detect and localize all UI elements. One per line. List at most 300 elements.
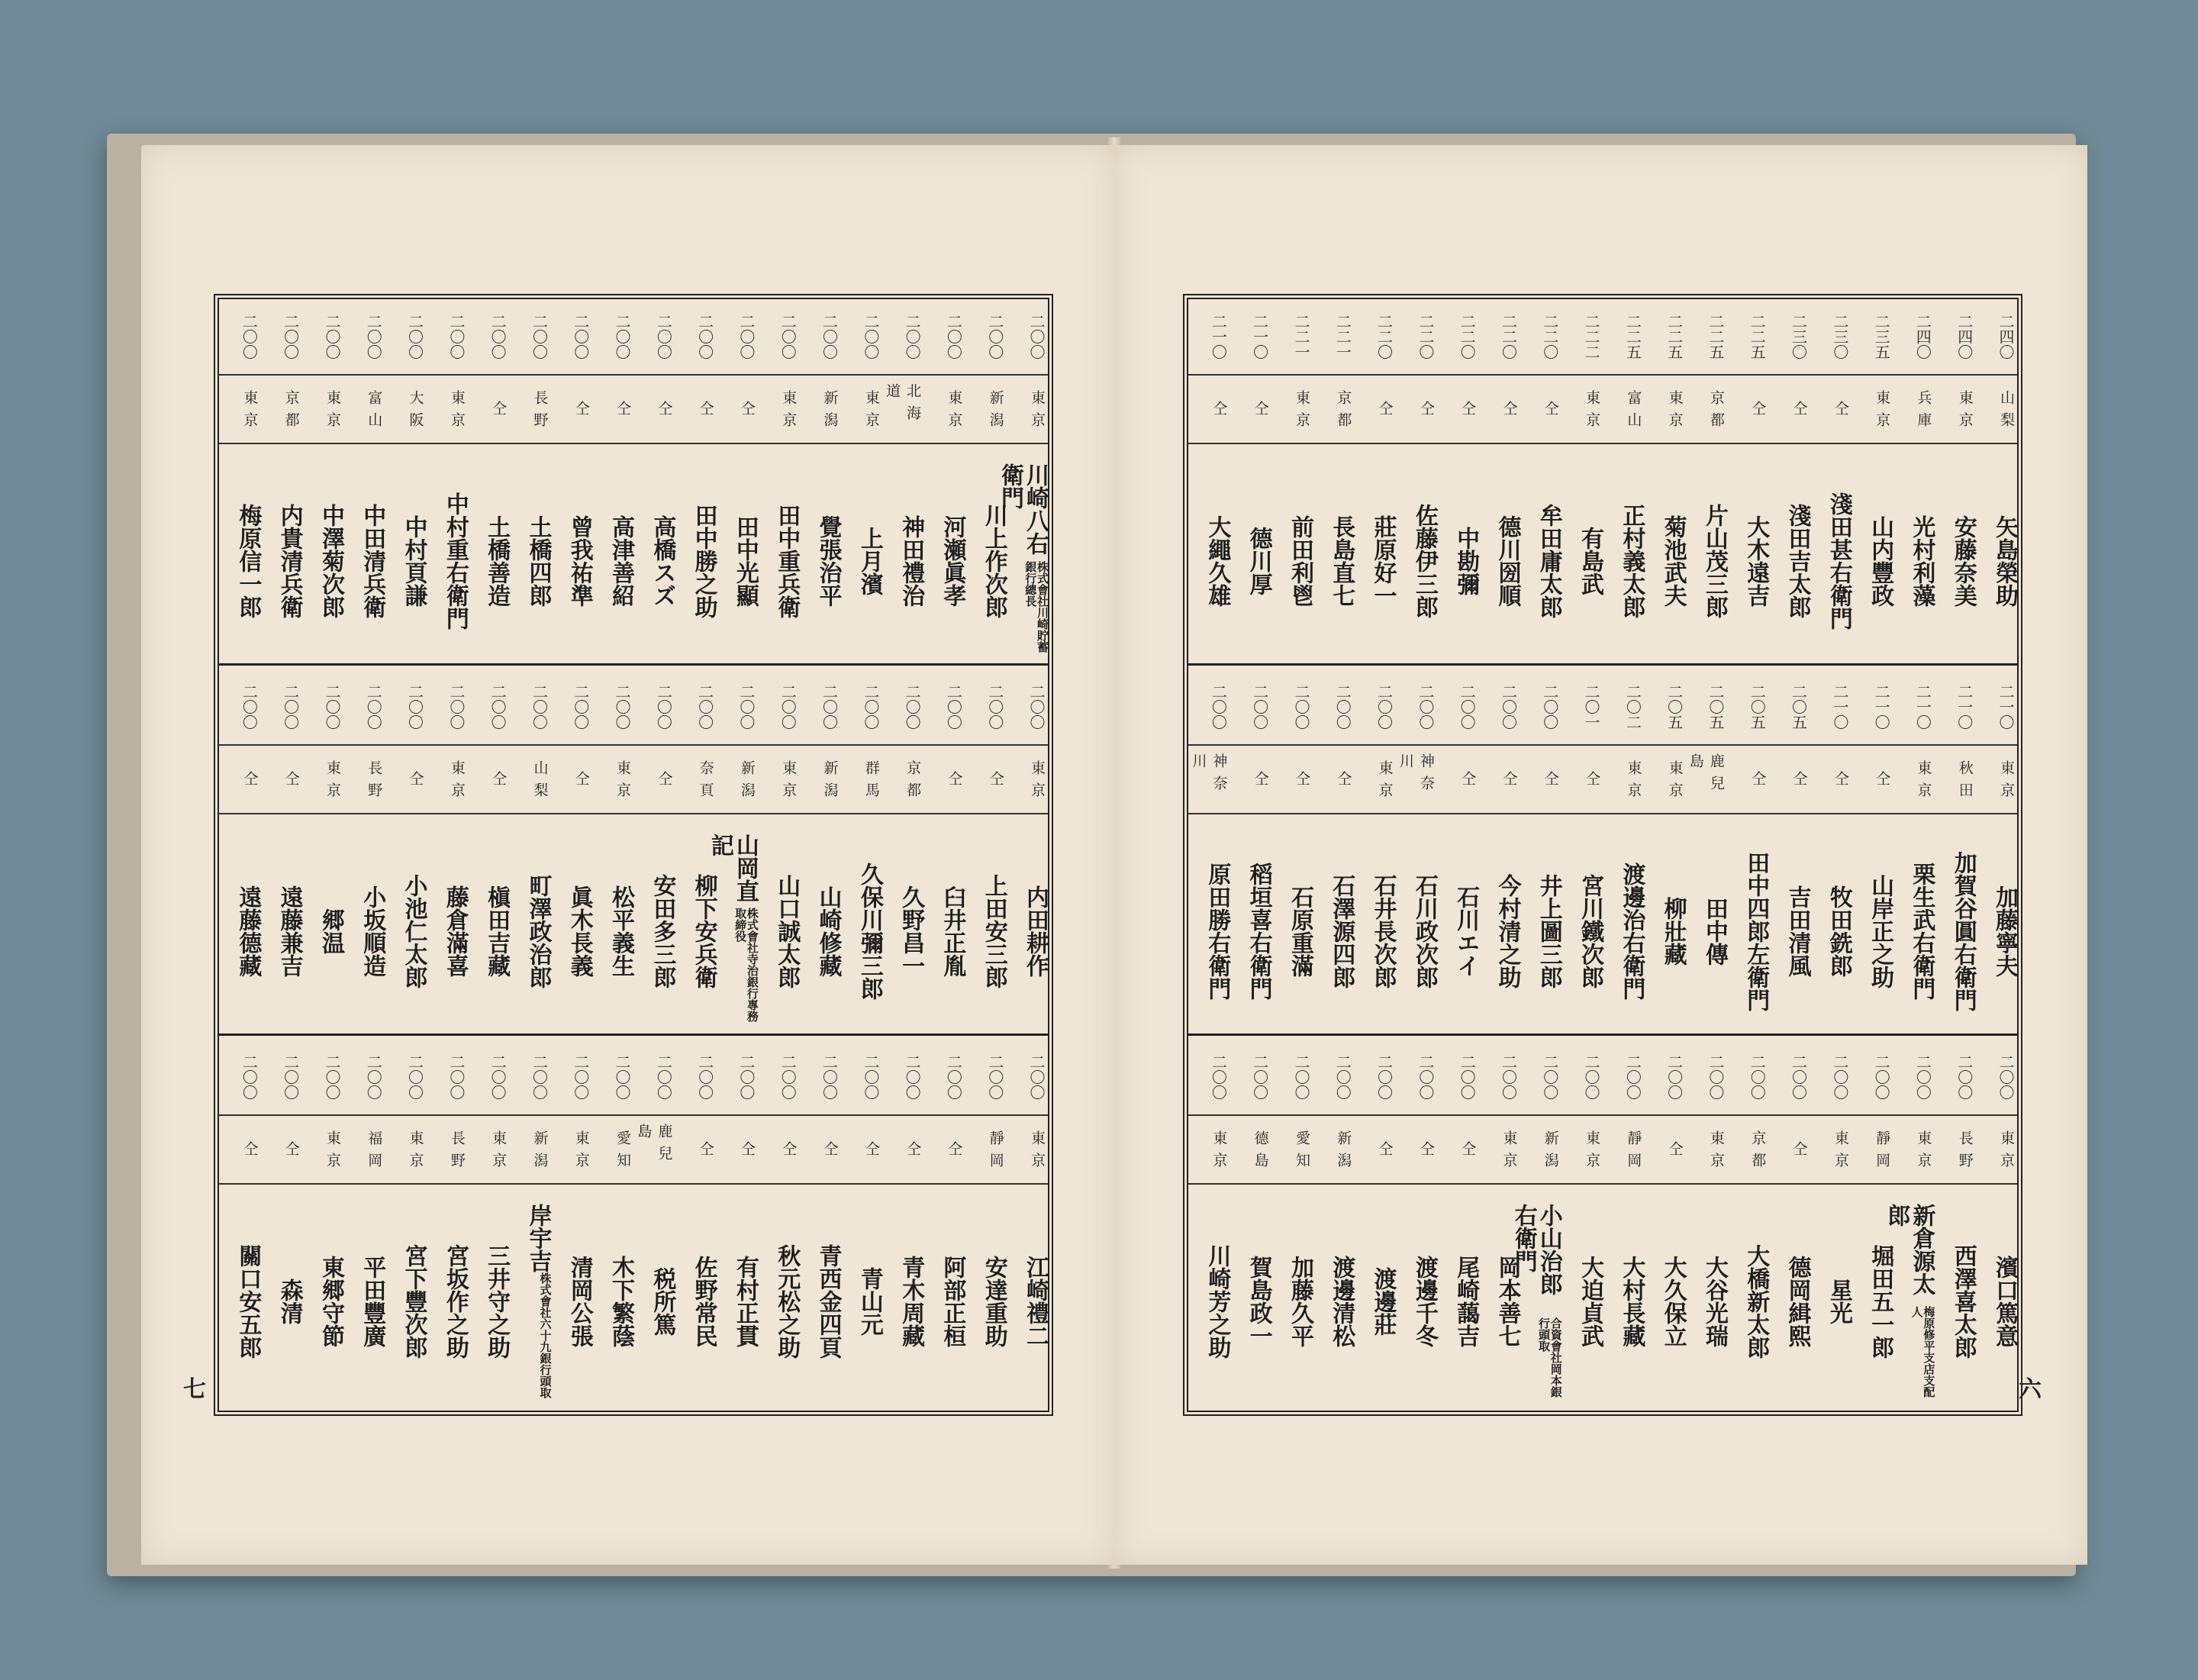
shareholder [633,1204,675,1398]
share-count: 二〇〇 [1830,1053,1849,1100]
shareholder [550,1204,591,1398]
shareholder-name: 山口誠太郎 [773,873,801,988]
register-entry [1768,299,1810,663]
shareholder [1478,463,1520,658]
shareholder-name: 莊原好一 [1369,514,1397,607]
register-entry [1188,1040,1230,1406]
row-rule [1976,813,2017,814]
row-rule [509,813,550,814]
shareholder [633,463,675,658]
share-count: 二二一 [1333,313,1352,360]
row-rule [1852,374,1893,376]
shareholder-name: 稻垣喜右衛門 [1245,862,1272,1000]
prefecture: 東京 [1625,759,1642,805]
row-rule [385,813,426,814]
row-rule [965,1183,1006,1185]
share-count: 二〇〇 [1416,683,1435,730]
prefecture: 兵庫 [1915,389,1932,434]
shareholder [758,1204,799,1398]
shareholder [1313,834,1354,1028]
shareholder-name: 加賀谷圓右衛門 [1949,850,1977,1011]
prefecture: 仝 [1210,401,1228,423]
row-rule [1644,374,1685,376]
row-rule [1686,1114,1727,1116]
prefecture: 仝 [862,1141,880,1163]
share-count: 二〇〇 [405,1053,424,1100]
row-rule [1852,1183,1893,1185]
prefecture: 仝 [490,401,508,423]
share-count: 二〇〇 [695,313,714,360]
register-entry [841,669,882,1033]
shareholder-name: 光村利藻 [1908,514,1935,607]
register-entry [260,669,301,1033]
register-entry [758,299,799,663]
shareholder [1644,463,1685,658]
share-count: 二〇〇 [1027,1053,1046,1100]
share-count: 二〇〇 [861,1053,880,1100]
prefecture: 東京 [1915,759,1932,805]
prefecture: 仝 [946,771,963,793]
prefecture: 新潟 [821,759,839,805]
prefecture: 仝 [1790,1141,1808,1163]
register-entry [1727,1040,1768,1406]
row-rule [385,1183,426,1185]
shareholder [841,463,882,658]
register-entry [468,299,509,663]
row-rule [509,1114,550,1116]
shareholder [219,463,260,658]
row-rule [1852,1114,1893,1116]
share-count: 二二五 [1623,313,1642,360]
row-rule [1520,1114,1561,1116]
row-rule [1934,744,1975,746]
row-rule [1934,1114,1975,1116]
shareholder-name: 中勘彌 [1452,526,1480,595]
row-rule [1934,374,1975,376]
register-entry [965,669,1006,1033]
shareholder-name: 税所篤 [649,1266,676,1336]
register-entry [633,669,675,1033]
register-entry [1313,669,1354,1033]
register-band [219,299,1048,666]
shareholder-name: 中村頁謙 [400,514,427,607]
shareholder [1852,834,1893,1028]
shareholder-name: 神田禮治 [898,514,925,607]
register-entry [706,669,759,1033]
prefecture: 仝 [1790,401,1808,423]
register-entry [717,299,758,663]
prefecture: 東京 [448,389,466,434]
share-count: 二〇〇 [530,1053,549,1100]
row-rule [1603,744,1644,746]
shareholder [1188,1204,1230,1398]
register-entry [1976,299,2017,663]
shareholder [509,463,550,658]
shareholder-name: 淺田甚右衛門 [1825,492,1852,630]
row-rule [675,1114,716,1116]
row-rule [882,1183,923,1185]
shareholder-name: 栗生武右衛門 [1908,862,1935,1000]
share-count: 二〇〇 [1209,1053,1228,1100]
register-entry [1561,669,1603,1033]
register-entry [1230,299,1271,663]
share-count: 二〇〇 [1955,1053,1974,1100]
row-rule [923,1114,965,1116]
prefecture: 東京 [780,389,798,434]
shareholder-name: 高橋スズ [649,514,676,607]
shareholder-name: 德川厚 [1245,526,1272,595]
row-rule [302,813,343,814]
register-entry [1976,1040,2017,1406]
row-rule [1188,744,1230,746]
shareholder [1644,1204,1685,1398]
prefecture: 東京 [324,759,341,805]
shareholder [799,463,840,658]
shareholder [1768,1204,1810,1398]
prefecture: 長野 [531,389,549,434]
share-count: 二〇〇 [1291,683,1310,730]
row-rule [675,374,716,376]
row-rule [1976,374,2017,376]
shareholder [219,834,260,1028]
share-count: 二〇五 [1748,683,1767,730]
shareholder [1230,463,1271,658]
row-rule [1727,1114,1768,1116]
row-rule [1230,744,1271,746]
shareholder-name: 久保川彌三郎 [856,862,883,1000]
shareholder [468,463,509,658]
share-count: 二二五 [1706,313,1725,360]
row-rule [717,744,758,746]
prefecture: 仝 [821,1141,839,1163]
prefecture: 東京 [324,1130,341,1175]
shareholder [706,834,759,1028]
row-rule [343,374,385,376]
register-entry [1934,299,1975,663]
prefecture: 仝 [738,1141,756,1163]
shareholder [1271,463,1313,658]
register-entry [1934,1040,1975,1406]
share-count: 二〇〇 [736,313,756,360]
share-count: 二一〇 [1209,313,1228,360]
row-rule [1520,1183,1561,1185]
register-entry [1603,299,1644,663]
shareholder-name: 大久保立 [1659,1255,1687,1347]
share-count: 二〇〇 [1333,683,1352,730]
shareholder [965,834,1006,1028]
shareholder-name: 平田豐廣 [359,1255,386,1347]
row-rule [1188,443,1230,444]
row-rule [1354,1183,1395,1185]
shareholder [1313,463,1354,658]
register-entry [717,1040,758,1406]
share-count: 二二二 [1582,313,1601,360]
shareholder [1007,1204,1048,1398]
row-rule [302,443,343,444]
shareholder-name: 宮下豐次郎 [400,1243,427,1359]
shareholder [923,463,965,658]
row-rule [633,744,675,746]
prefecture: 東京 [1210,1130,1228,1175]
row-rule [219,813,260,814]
row-rule [1437,1114,1478,1116]
prefecture: 富山 [366,389,383,434]
share-count: 二一〇 [1250,313,1269,360]
row-rule [1007,374,1048,376]
register-entry [1561,1040,1603,1406]
prefecture: 仝 [241,1141,259,1163]
share-count: 二〇〇 [613,683,632,730]
share-count: 二〇〇 [488,1053,508,1100]
row-rule [1893,744,1934,746]
row-rule [1852,813,1893,814]
shareholder-name: 小坂順造 [359,885,386,977]
register-entry [965,299,1006,663]
register-entry [1603,669,1644,1033]
row-rule [1478,443,1520,444]
shareholder-title: 梅原修平支店支配人 [1910,1306,1936,1398]
register-entry [1271,299,1313,663]
register-entry [1727,669,1768,1033]
shareholder [1893,834,1934,1028]
register-entry [1810,669,1852,1033]
share-count: 二〇〇 [530,683,549,730]
left-page-frame [214,294,1053,1416]
shareholder-name: 青山元 [856,1266,883,1336]
shareholder-name: 田中勝之助 [690,503,717,618]
row-rule [758,374,799,376]
shareholder-name: 濱口篤意 [1991,1255,2018,1347]
row-rule [675,744,716,746]
row-rule [758,1183,799,1185]
row-rule [385,443,426,444]
share-count: 二一〇 [1997,683,2015,730]
shareholder-name: 加藤寧夫 [1991,885,2018,977]
row-rule [1188,374,1230,376]
row-rule [427,374,468,376]
row-rule [1313,1114,1354,1116]
shareholder-name: 石澤源四郎 [1328,873,1355,988]
share-count: 二二〇 [1458,313,1477,360]
row-rule [1271,813,1313,814]
row-rule [1768,374,1810,376]
shareholder-name: 安田多三郎 [649,873,676,988]
row-rule [1768,813,1810,814]
row-rule [1271,443,1313,444]
prefecture: 東京 [1293,389,1310,434]
shareholder [1810,463,1852,658]
register-band [219,1040,1048,1406]
row-rule [923,813,965,814]
prefecture: 仝 [572,401,590,423]
register-entry [1313,299,1354,663]
shareholder-name: 高津善紹 [608,514,635,607]
row-rule [1478,1183,1520,1185]
row-rule [1396,1114,1437,1116]
share-count: 二〇〇 [654,1053,673,1100]
share-count: 二〇〇 [1333,1053,1352,1100]
shareholder [997,463,1049,658]
shareholder-name: 片山茂三郎 [1700,503,1728,618]
share-count: 二〇〇 [1706,1053,1725,1100]
share-count: 二二一 [1291,313,1310,360]
register-entry [1188,299,1230,663]
row-rule [550,813,591,814]
shareholder-title: 合資會社岡本銀行頭取 [1536,1317,1563,1398]
row-rule [1727,443,1768,444]
share-count: 二〇〇 [240,313,259,360]
shareholder [882,1204,923,1398]
register-entry [343,1040,385,1406]
shareholder [1603,463,1644,658]
register-entry [1934,669,1975,1033]
share-count: 二〇〇 [281,1053,300,1100]
row-rule [1478,813,1520,814]
register-entry [385,1040,426,1406]
register-entry [1510,1040,1563,1406]
shareholder-name: 中村重右衛門 [441,492,469,630]
share-count: 二〇〇 [1416,1053,1435,1100]
register-entry [219,299,260,663]
register-entry [1686,299,1727,663]
share-count: 二〇〇 [571,1053,590,1100]
shareholder-name: 秋元松之助 [773,1243,801,1359]
share-count: 二二五 [1748,313,1767,360]
shareholder-name: 井上圖三郎 [1535,873,1562,988]
shareholder [1852,463,1893,658]
row-rule [1893,1183,1934,1185]
row-rule [260,1183,301,1185]
register-entry [592,1040,633,1406]
row-rule [1644,1114,1685,1116]
register-entry [260,299,301,663]
shareholder-name: 土橋善造 [483,514,511,607]
shareholder-name: 渡邊治右衛門 [1618,862,1645,1000]
shareholder-name: 大橋新太郎 [1742,1243,1770,1359]
row-rule [592,1114,633,1116]
shareholder [1883,1204,1936,1398]
register-entry [1478,669,1520,1033]
share-count: 二〇〇 [322,313,341,360]
shareholder-name: 田中光顯 [731,514,759,607]
shareholder-name: 石川エイ [1452,885,1480,977]
row-rule [1768,1183,1810,1185]
register-entry [1768,669,1810,1033]
row-rule [1603,443,1644,444]
share-count: 二〇〇 [820,683,839,730]
shareholder-name: 清岡公張 [566,1255,593,1347]
row-rule [923,443,965,444]
shareholder-name: 尾崎藹吉 [1452,1255,1480,1347]
row-rule [592,374,633,376]
share-count: 二〇〇 [364,313,383,360]
share-count: 二〇〇 [985,683,1004,730]
right-page [1114,145,2087,1565]
prefecture: 仝 [572,771,590,793]
row-rule [1810,1183,1852,1185]
row-rule [1561,813,1603,814]
row-rule [343,443,385,444]
shareholder-name: 渡邊莊 [1369,1266,1397,1336]
shareholder [882,463,923,658]
shareholder-name: 梅原信一郎 [234,503,262,618]
share-count: 二〇〇 [654,683,673,730]
row-rule [799,374,840,376]
share-count: 二〇〇 [985,1053,1004,1100]
shareholder-name: 山岡直記 [706,834,759,902]
share-count: 二〇〇 [944,683,963,730]
shareholder-name: 町澤政治郎 [524,873,552,988]
row-rule [1313,443,1354,444]
prefecture: 東京 [407,1130,424,1175]
share-count: 二〇〇 [1375,683,1394,730]
prefecture: 仝 [904,1141,922,1163]
row-rule [343,1183,385,1185]
share-count: 二四〇 [1955,313,1974,360]
shareholder [343,834,385,1028]
shareholder [923,1204,965,1398]
row-rule [841,443,882,444]
register-entry [219,1040,260,1406]
shareholder [841,1204,882,1398]
shareholder-name: 内貴清兵衛 [276,503,303,618]
row-rule [1007,443,1048,444]
prefecture: 仝 [1459,1141,1477,1163]
shareholder-name: 前田利鬯 [1286,514,1313,607]
shareholder [1478,834,1520,1028]
row-rule [1396,443,1437,444]
row-rule [1007,1183,1048,1185]
shareholder-name: 石川政次郎 [1410,873,1438,988]
row-rule [1313,813,1354,814]
prefecture: 愛知 [1293,1130,1310,1175]
shareholder [1520,834,1561,1028]
register-entry [1852,1040,1893,1406]
row-rule [882,374,923,376]
prefecture: 仝 [738,401,756,423]
shareholder [1561,834,1603,1028]
shareholder-name: 河瀬眞孝 [939,514,966,607]
prefecture: 秋田 [1956,759,1974,805]
shareholder [260,463,301,658]
prefecture: 東京 [1956,389,1974,434]
register-entry [1976,669,2017,1033]
row-rule [1230,813,1271,814]
share-count: 二二〇 [1499,313,1518,360]
shareholder [1271,834,1313,1028]
shareholder [1934,834,1975,1028]
register-entry [841,1040,882,1406]
share-count: 二〇〇 [240,1053,259,1100]
shareholder [841,834,882,1028]
shareholder-name: 森清 [276,1278,303,1324]
prefecture: 東京 [862,389,880,434]
shareholder-name: 小池仁太郎 [400,873,427,988]
prefecture: 仝 [697,1141,714,1163]
shareholder-name: 遠藤兼吉 [276,885,303,977]
shareholder [799,1204,840,1398]
prefecture: 仝 [1874,771,1891,793]
shareholder-name: 大迫貞武 [1577,1255,1604,1347]
shareholder [1437,834,1478,1028]
shareholder-name: 木下繁蔭 [608,1255,635,1347]
shareholder [1396,834,1437,1028]
row-rule [592,813,633,814]
share-count: 二〇〇 [1250,683,1269,730]
share-count: 二〇〇 [985,313,1004,360]
register-entry [1396,299,1437,663]
row-rule [1810,813,1852,814]
